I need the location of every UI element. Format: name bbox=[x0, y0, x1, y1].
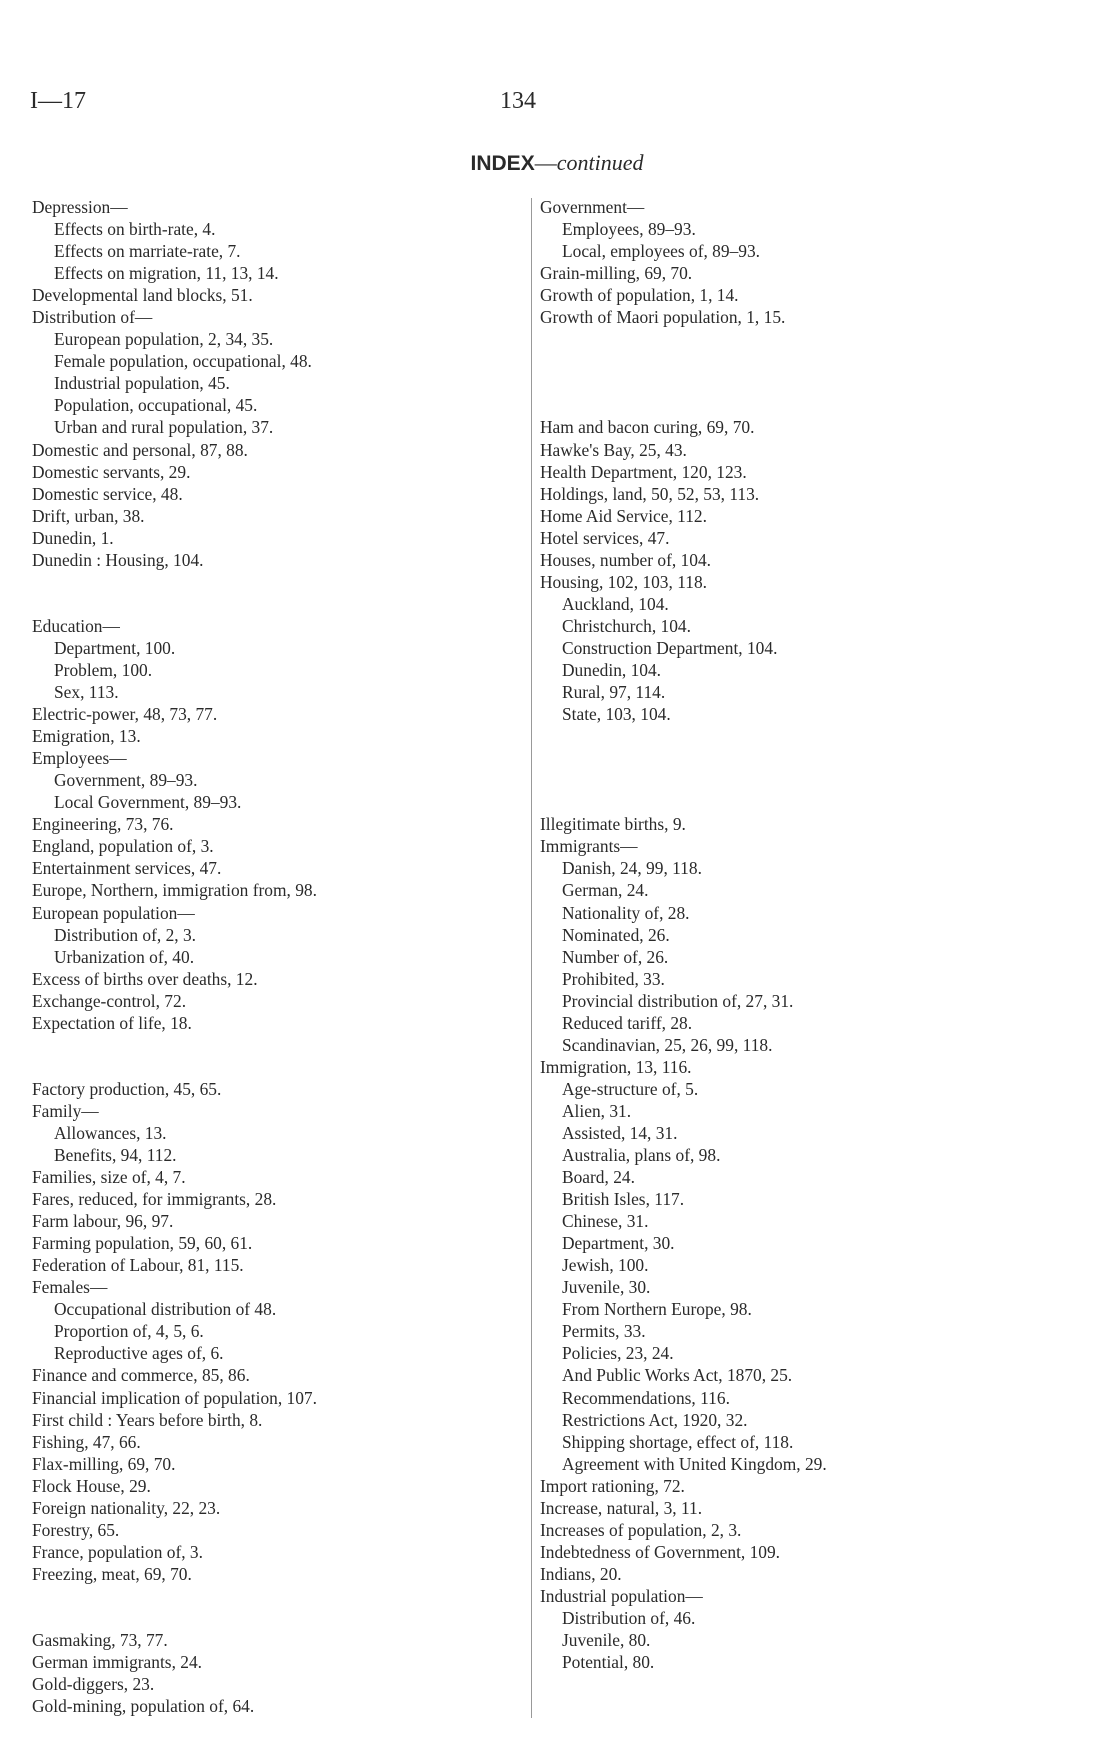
index-subentry: Female population, occupational, 48. bbox=[54, 351, 312, 372]
index-entry: Domestic service, 48. bbox=[32, 483, 183, 504]
index-subentry: Reduced tariff, 28. bbox=[562, 1012, 693, 1033]
index-spacer bbox=[32, 593, 532, 615]
index-subentry: Urban and rural population, 37. bbox=[54, 417, 274, 438]
index-subentry: Christchurch, 104. bbox=[562, 615, 691, 636]
index-entry: Increases of population, 2, 3. bbox=[540, 1519, 742, 1540]
index-entry: Engineering, 73, 76. bbox=[32, 814, 174, 835]
index-entry: Industrial population— bbox=[540, 1585, 703, 1606]
index-subentry: Local, employees of, 89–93. bbox=[562, 241, 761, 262]
index-subentry: Department, 30. bbox=[562, 1233, 675, 1254]
index-subentry: Assisted, 14, 31. bbox=[562, 1122, 678, 1143]
index-entry: Import rationing, 72. bbox=[540, 1475, 685, 1496]
index-entry: Flax-milling, 69, 70. bbox=[32, 1453, 176, 1474]
index-subentry: Department, 100. bbox=[54, 637, 176, 658]
index-entry: Growth of Maori population, 1, 15. bbox=[540, 307, 786, 328]
index-spacer bbox=[540, 328, 1090, 350]
index-spacer bbox=[540, 791, 1090, 813]
index-subentry: Permits, 33. bbox=[562, 1321, 646, 1342]
index-entry: Foreign nationality, 22, 23. bbox=[32, 1497, 221, 1518]
index-heading-continued: continued bbox=[556, 150, 644, 175]
index-entry: European population— bbox=[32, 902, 195, 923]
index-entry: Families, size of, 4, 7. bbox=[32, 1167, 186, 1188]
index-entry: Indebtedness of Government, 109. bbox=[540, 1541, 781, 1562]
index-heading-dash: — bbox=[534, 150, 557, 175]
index-entry: Family— bbox=[32, 1100, 99, 1121]
index-entry: Europe, Northern, immigration from, 98. bbox=[32, 880, 317, 901]
index-spacer bbox=[540, 769, 1090, 791]
index-entry: Education— bbox=[32, 615, 120, 636]
index-entry: Factory production, 45, 65. bbox=[32, 1078, 222, 1099]
index-entry: Ham and bacon curing, 69, 70. bbox=[540, 417, 755, 438]
index-heading bbox=[0, 150, 1114, 176]
index-subentry: Board, 24. bbox=[562, 1167, 635, 1188]
index-entry: Developmental land blocks, 51. bbox=[32, 285, 253, 306]
index-subentry: Chinese, 31. bbox=[562, 1211, 649, 1232]
index-entry: Freezing, meat, 69, 70. bbox=[32, 1563, 192, 1584]
index-entry: Gasmaking, 73, 77. bbox=[32, 1630, 168, 1651]
index-entry: Increase, natural, 3, 11. bbox=[540, 1497, 703, 1518]
index-entry: Domestic servants, 29. bbox=[32, 461, 191, 482]
index-subentry: Danish, 24, 99, 118. bbox=[562, 858, 702, 879]
index-subentry: Scandinavian, 25, 26, 99, 118. bbox=[562, 1034, 773, 1055]
index-entry: Dunedin, 1. bbox=[32, 527, 114, 548]
index-subentry: Urbanization of, 40. bbox=[54, 946, 195, 967]
index-subentry: Juvenile, 30. bbox=[562, 1277, 651, 1298]
index-entry: Federation of Labour, 81, 115. bbox=[32, 1255, 244, 1276]
document-code: I—17 bbox=[30, 88, 86, 114]
index-entry: Electric-power, 48, 73, 77. bbox=[32, 704, 218, 725]
index-subentry: Age-structure of, 5. bbox=[562, 1078, 699, 1099]
index-subentry: Effects on marriate-rate, 7. bbox=[54, 241, 241, 262]
index-entry: Expectation of life, 18. bbox=[32, 1012, 192, 1033]
index-entry: Dunedin : Housing, 104. bbox=[32, 549, 204, 570]
index-subentry: Effects on birth-rate, 4. bbox=[54, 219, 216, 240]
index-heading-main: INDEX bbox=[470, 152, 535, 175]
index-spacer bbox=[32, 1034, 532, 1056]
index-entry: Indians, 20. bbox=[540, 1563, 622, 1584]
column-divider bbox=[531, 198, 532, 1718]
index-column-right bbox=[540, 196, 1090, 1673]
index-subentry: Australia, plans of, 98. bbox=[562, 1145, 721, 1166]
index-entry: First child : Years before birth, 8. bbox=[32, 1409, 263, 1430]
index-subentry: Employees, 89–93. bbox=[562, 219, 696, 240]
index-entry: France, population of, 3. bbox=[32, 1541, 203, 1562]
index-subentry: Juvenile, 80. bbox=[562, 1630, 651, 1651]
index-subentry: Number of, 26. bbox=[562, 946, 669, 967]
index-entry: Health Department, 120, 123. bbox=[540, 461, 747, 482]
index-subentry: Provincial distribution of, 27, 31. bbox=[562, 990, 794, 1011]
index-subentry: Restrictions Act, 1920, 32. bbox=[562, 1409, 748, 1430]
index-spacer bbox=[540, 725, 1090, 747]
index-subentry: Potential, 80. bbox=[562, 1652, 655, 1673]
index-entry: Hotel services, 47. bbox=[540, 527, 670, 548]
index-entry: Grain-milling, 69, 70. bbox=[540, 263, 693, 284]
index-entry: Housing, 102, 103, 118. bbox=[540, 571, 707, 592]
index-entry: Holdings, land, 50, 52, 53, 113. bbox=[540, 483, 760, 504]
page-number: 134 bbox=[500, 88, 536, 114]
index-subentry: Population, occupational, 45. bbox=[54, 395, 258, 416]
index-subentry: Prohibited, 33. bbox=[562, 968, 665, 989]
index-entry: Farm labour, 96, 97. bbox=[32, 1211, 174, 1232]
index-subentry: Shipping shortage, effect of, 118. bbox=[562, 1431, 794, 1452]
index-entry: Illegitimate births, 9. bbox=[540, 814, 686, 835]
index-subentry: Construction Department, 104. bbox=[562, 637, 778, 658]
index-spacer bbox=[32, 1056, 532, 1078]
index-subentry: Alien, 31. bbox=[562, 1100, 632, 1121]
index-entry: Fishing, 47, 66. bbox=[32, 1431, 141, 1452]
index-subentry: Allowances, 13. bbox=[54, 1122, 167, 1143]
index-subentry: Distribution of, 46. bbox=[562, 1608, 696, 1628]
index-entry: Emigration, 13. bbox=[32, 726, 141, 747]
index-entry: Employees— bbox=[32, 748, 127, 769]
index-spacer bbox=[540, 350, 1090, 372]
index-entry: Growth of population, 1, 14. bbox=[540, 285, 739, 306]
index-entry: Houses, number of, 104. bbox=[540, 549, 711, 570]
index-entry: Domestic and personal, 87, 88. bbox=[32, 439, 248, 460]
index-entry: Hawke's Bay, 25, 43. bbox=[540, 439, 687, 460]
index-subentry: And Public Works Act, 1870, 25. bbox=[562, 1365, 793, 1386]
index-entry: Financial implication of population, 107. bbox=[32, 1387, 317, 1408]
index-subentry: Jewish, 100. bbox=[562, 1255, 649, 1276]
index-entry: German immigrants, 24. bbox=[32, 1652, 203, 1673]
index-entry: Excess of births over deaths, 12. bbox=[32, 968, 258, 989]
index-entry: Gold-mining, population of, 64. bbox=[32, 1696, 255, 1717]
index-entry: Immigrants— bbox=[540, 836, 638, 857]
index-subentry: British Isles, 117. bbox=[562, 1189, 685, 1210]
index-entry: Females— bbox=[32, 1277, 108, 1298]
index-entry: Flock House, 29. bbox=[32, 1475, 151, 1496]
index-subentry: Rural, 97, 114. bbox=[562, 682, 666, 703]
index-subentry: Agreement with United Kingdom, 29. bbox=[562, 1453, 827, 1474]
index-column-left bbox=[32, 196, 532, 1717]
index-entry: Exchange-control, 72. bbox=[32, 990, 187, 1011]
index-subentry: State, 103, 104. bbox=[562, 704, 671, 725]
index-subentry: Occupational distribution of 48. bbox=[54, 1299, 277, 1320]
index-entry: Entertainment services, 47. bbox=[32, 858, 222, 879]
index-entry: Drift, urban, 38. bbox=[32, 505, 145, 526]
index-entry: Home Aid Service, 112. bbox=[540, 505, 707, 526]
index-subentry: German, 24. bbox=[562, 880, 649, 901]
index-spacer bbox=[32, 571, 532, 593]
index-subentry: Local Government, 89–93. bbox=[54, 792, 242, 813]
index-subentry: Problem, 100. bbox=[54, 659, 153, 680]
index-subentry: Benefits, 94, 112. bbox=[54, 1145, 177, 1166]
index-entry: Immigration, 13, 116. bbox=[540, 1056, 692, 1077]
index-spacer bbox=[32, 1585, 532, 1607]
index-subentry: Policies, 23, 24. bbox=[562, 1343, 674, 1364]
index-entry: Gold-diggers, 23. bbox=[32, 1674, 155, 1695]
index-entry: Distribution of— bbox=[32, 307, 153, 328]
index-subentry: From Northern Europe, 98. bbox=[562, 1299, 752, 1320]
index-entry: Depression— bbox=[32, 197, 128, 217]
index-entry: Fares, reduced, for immigrants, 28. bbox=[32, 1189, 277, 1210]
index-subentry: Dunedin, 104. bbox=[562, 659, 662, 680]
index-subentry: Recommendations, 116. bbox=[562, 1387, 730, 1408]
index-subentry: Nationality of, 28. bbox=[562, 902, 690, 923]
index-entry: Finance and commerce, 85, 86. bbox=[32, 1365, 250, 1386]
index-entry: Forestry, 65. bbox=[32, 1519, 120, 1540]
index-subentry: Auckland, 104. bbox=[562, 593, 669, 614]
index-subentry: Proportion of, 4, 5, 6. bbox=[54, 1321, 204, 1342]
index-subentry: Nominated, 26. bbox=[562, 924, 670, 945]
index-entry: Farming population, 59, 60, 61. bbox=[32, 1233, 253, 1254]
index-spacer bbox=[540, 747, 1090, 769]
index-subentry: Industrial population, 45. bbox=[54, 373, 230, 394]
index-subentry: Government, 89–93. bbox=[54, 770, 198, 791]
index-subentry: European population, 2, 34, 35. bbox=[54, 329, 274, 350]
index-subentry: Distribution of, 2, 3. bbox=[54, 924, 197, 945]
index-entry: Government— bbox=[540, 197, 645, 217]
index-spacer bbox=[32, 1607, 532, 1629]
index-spacer bbox=[540, 372, 1090, 394]
index-entry: England, population of, 3. bbox=[32, 836, 214, 857]
index-subentry: Effects on migration, 11, 13, 14. bbox=[54, 263, 279, 284]
index-subentry: Sex, 113. bbox=[54, 682, 119, 703]
index-subentry: Reproductive ages of, 6. bbox=[54, 1343, 224, 1364]
index-spacer bbox=[540, 394, 1090, 416]
